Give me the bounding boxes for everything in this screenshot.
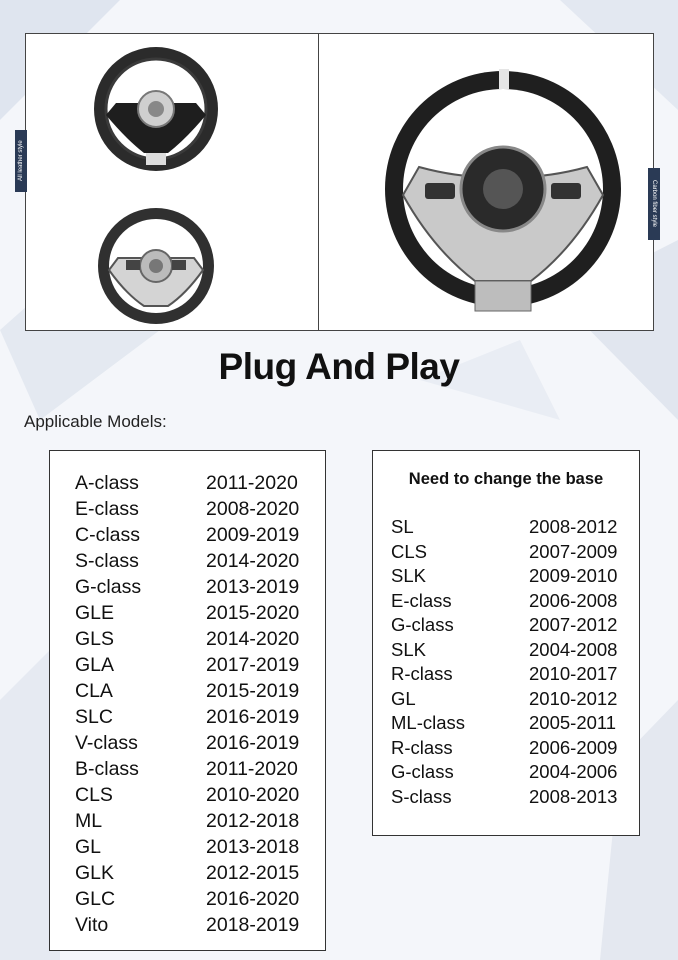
model-years: 2014-2020 [206,628,300,650]
model-name: CLS [391,540,427,562]
table-row [50,758,325,784]
steering-wheel-carbon-image [385,69,621,311]
table-row [50,784,325,810]
model-name: GLK [75,862,115,884]
model-years: 2013-2018 [206,836,300,858]
table-row [373,614,639,639]
model-name: GLA [75,654,115,676]
model-years: 2011-2020 [206,472,298,494]
model-years: 2007-2009 [529,540,618,562]
model-name: V-class [75,732,138,754]
leather-style-tag: All leather style [15,130,27,192]
model-name: E-class [75,498,139,520]
plug-and-play-models-table [49,450,326,951]
model-years: 2004-2008 [529,638,618,660]
table-row [50,472,325,498]
model-years: 2013-2019 [206,576,300,598]
model-years: 2007-2012 [529,614,618,635]
model-years: 2012-2015 [206,862,300,884]
model-name: A-class [75,472,139,494]
model-years: 2005-2011 [529,712,617,733]
table-row [50,680,325,706]
model-name: SLK [391,565,426,586]
model-years: 2015-2020 [206,602,300,624]
applicable-models-label: Applicable Models: [24,412,167,431]
table-row [50,498,325,524]
table-row [373,565,639,590]
model-name: Vito [75,914,109,936]
base-change-models-table [372,450,640,836]
model-name: ML [75,810,103,832]
model-name: B-class [75,758,139,780]
model-years: 2016-2019 [206,706,300,728]
table-row [50,732,325,758]
table-row [50,888,325,914]
model-name: G-class [391,614,454,635]
table-row [373,590,639,615]
table-row [50,914,325,940]
model-name: CLS [75,784,113,806]
model-years: 2012-2018 [206,810,300,832]
model-years: 2008-2020 [206,498,300,520]
model-name: GLE [75,602,115,624]
model-name: GL [75,836,102,858]
model-name: E-class [391,589,452,611]
table-row [373,737,639,762]
model-years: 2009-2019 [206,524,300,546]
base-change-title: Need to change the base [408,470,604,488]
table-row [50,836,325,862]
table-row [373,712,639,737]
model-name: GLS [75,628,115,650]
model-name: GL [391,687,416,709]
model-years: 2010-2020 [206,784,300,806]
model-years: 2015-2019 [206,680,300,702]
table-row [373,541,639,566]
model-years: 2006-2009 [529,736,618,758]
model-name: G-class [75,576,142,598]
model-years: 2010-2012 [529,687,618,709]
table-row [50,862,325,888]
table-row [50,654,325,680]
table-row [50,550,325,576]
model-years: 2006-2008 [529,589,618,611]
table-row [50,602,325,628]
model-years: 2004-2006 [529,761,618,782]
model-years: 2017-2019 [206,654,300,676]
model-name: SLC [75,706,113,728]
table-row [373,688,639,713]
table-row [373,786,639,811]
model-name: GLC [75,888,116,910]
model-name: R-class [391,736,453,758]
table-row [50,576,325,602]
steering-wheel-top-image [94,47,218,171]
table-row [373,639,639,664]
page-title: Plug And Play [218,346,460,387]
model-name: C-class [75,524,141,546]
model-name: G-class [391,761,454,782]
model-name: ML-class [391,712,466,733]
model-years: 2016-2019 [206,732,300,754]
model-years: 2011-2020 [206,758,298,780]
table-row [50,628,325,654]
table-row [50,706,325,732]
model-years: 2014-2020 [206,550,300,572]
table-row [373,663,639,688]
model-years: 2008-2012 [529,516,618,537]
table-row [373,761,639,786]
leather-wheels-image [25,33,363,331]
model-years: 2009-2010 [529,565,618,586]
carbon-style-tag: Carbon fiber style [648,168,660,240]
model-name: S-class [75,550,139,572]
model-years: 2010-2017 [529,663,618,684]
steering-wheel-bottom-image [98,208,214,324]
model-years: 2018-2019 [206,914,300,936]
carbon-wheel-image [318,33,654,331]
model-name: SLK [391,638,426,660]
table-row [50,810,325,836]
model-name: S-class [391,785,452,807]
table-row [373,516,639,541]
model-years: 2016-2020 [206,888,300,910]
model-name: CLA [75,680,113,702]
model-name: R-class [391,663,453,684]
model-years: 2008-2013 [529,785,618,807]
table-row [50,524,325,550]
model-name: SL [391,516,414,537]
